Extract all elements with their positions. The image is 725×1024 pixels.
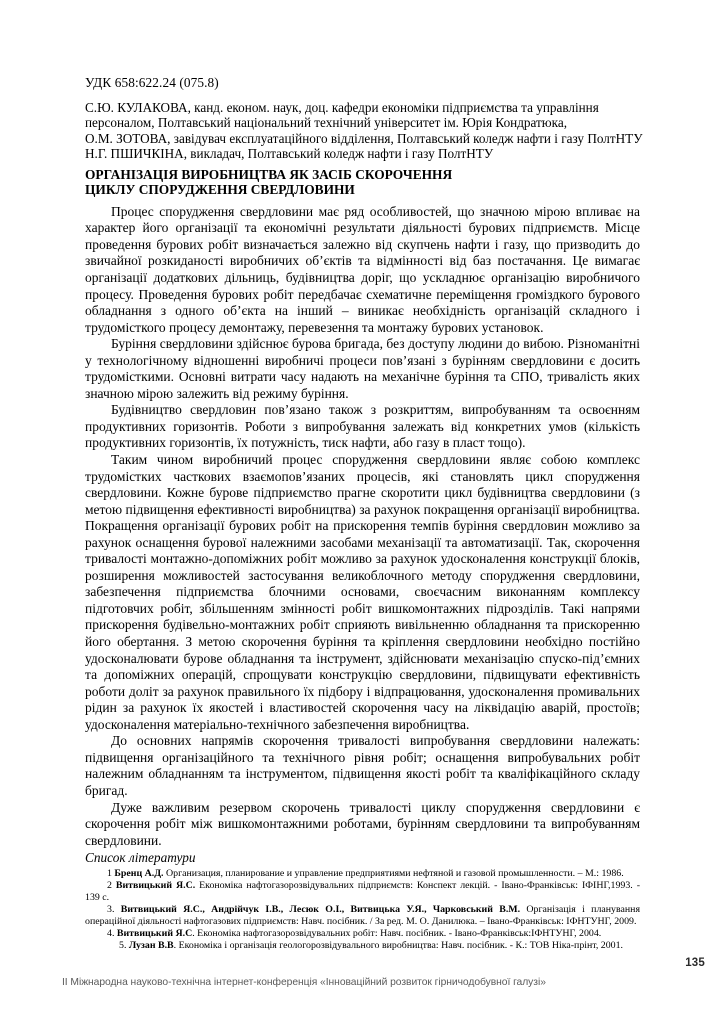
reference-author: Лузан В.В: [128, 940, 174, 952]
reference-item: [85, 868, 640, 880]
reference-author: Бренц А.Д.: [114, 867, 164, 879]
author-line-2: персоналом, Полтавський національний технічний університет ім. Юрія Кондратюка,: [85, 115, 568, 131]
body-paragraph: Процес спорудження свердловини має ряд особливостей, що значною мірою впливає на характер його організації та економічні результати діяльності бурових підприємств. Місце проведення бурових робіт визначається залежно від скупчень нафти і газу, що призводить до звичайної розкиданості виробничих об’єктів та відмінності від баз постачання. Це вимагає організації додаткових дільниць, будівництва доріг, що ускладнює організацію виробничого процесу. Проведення бурових робіт передбачає схематичне переміщення громіздкого бурового обладнання з одного об’єкта на інший – виникає необхідність організацій складного і трудомісткого процесу демонтажу, перевезення та монтажу бурових установок.: [85, 203, 640, 335]
reference-number: 2: [107, 879, 112, 891]
reference-text: Организация, планирование и управление предприятиями нефтяной и газовой промышленности. – М.: 1986.: [163, 867, 624, 879]
body-paragraph: Будівництво свердловин пов’язано також з розкриттям, випробуванням та освоєнням продуктивних горизонтів. Роботи з випробування залежать від конкретних умов (кількість продуктивних горизонтів, їх потужність, тиск нафти, або газу в пласт тощо).: [85, 402, 640, 451]
body-paragraph: До основних напрямів скорочення тривалості випробування свердловини належать: підвищення організаційного та технічного рівня робіт; оснащення випробувальних робіт належним обладнанням та інструментом, підвищення якості робіт та кваліфікаційного складу бригад.: [85, 733, 640, 798]
author-line-3: О.М. ЗОТОВА, завідувач експлуатаційного відділення, Полтавський коледж нафти і газу ПолтНТУ: [85, 130, 643, 146]
reference-text: Організація і планування операційної діяльності нафтогазових підприємств: Навч. посібник. / За ред. М. О. Данилюка. – Івано-Франківськ: ІФНТУНГ, 2009.: [85, 903, 641, 928]
reference-author: Витвицький Я.С.: [115, 879, 196, 891]
reference-number: 1: [107, 867, 112, 879]
reference-number: 5.: [119, 940, 127, 952]
author-line-1: С.Ю. КУЛАКОВА, канд. економ. наук, доц. кафедри економіки підприємства та управління: [85, 100, 599, 115]
reference-item: [85, 904, 640, 928]
article-title: [85, 167, 640, 198]
reference-text: . Економіка і організація геологорозвідувального виробництва: Навч. посібник. - К.: ТОВ Ніка-прінт, 2001.: [173, 940, 624, 952]
body-paragraph: Буріння свердловини здійснює бурова бригада, без доступу людини до вибою. Різноманітні у технологічному відношенні виробничі процеси пов’язані з бурінням свердловини є досить трудомісткими. Основні витрати часу надають на механічне буріння та СПО, тривалість яких значною мірою залежить від режиму буріння.: [85, 336, 640, 401]
reference-text: . Економіка нафтогазорозвідувальних робіт: Навч. посібник. - Івано-Франківськ:ІФНТУНГ, 2004.: [192, 928, 602, 940]
reference-author: Витвицький Я.С: [116, 928, 193, 940]
body-paragraph: Дуже важливим резервом скорочень тривалості циклу спорудження свердловини є скорочення робіт між вишкомонтажними роботами, бурінням свердловини та випробуванням свердловини.: [85, 799, 640, 848]
reference-number: 3.: [107, 903, 115, 915]
article-title-line-1: ОРГАНІЗАЦІЯ ВИРОБНИЦТВА ЯК ЗАСІБ СКОРОЧЕННЯ: [85, 166, 453, 182]
udc-code: УДК 658:622.24 (075.8): [85, 75, 219, 90]
reference-number: 4.: [107, 928, 115, 940]
page-content: [85, 74, 643, 952]
reference-item: [85, 880, 640, 904]
author-line-4: Н.Г. ПШИЧКІНА, викладач, Полтавський коледж нафти і газу ПолтНТУ: [85, 146, 494, 162]
reference-text: Економіка нафтогазорозвідувальних підприємств: Конспект лекцій. - Івано-Франківськ: ІФІНГ,1993. - 139 с.: [85, 879, 640, 903]
article-title-line-2: ЦИКЛУ СПОРУДЖЕННЯ СВЕРДЛОВИНИ: [85, 182, 355, 198]
body-paragraph: Таким чином виробничий процес спорудження свердловини являє собою комплекс трудомістких часткових взаємопов’язаних процесів, які становлять цикл спорудження свердловини. Кожне бурове підприємство прагне скоротити цикл будівництва свердловини (з метою підвищення ефективності виробництва) за рахунок покращення організації виробництва. Покращення організації бурових робіт на прискорення темпів буріння свердловин можливо за рахунок оснащення бурової належними засобами механізації та автоматизації. Так, скорочення тривалості монтажно-допоміжних робіт можливо за рахунок удосконалення конструкції блоків, розширення можливостей застосування великоблочного методу спорудження свердловини, забезпечення підприємства блочними основами, своєчасним виконанням комплексу підготовчих робіт, збільшенням змінності робіт вишкомонтажних підрозділів. Такі напрями прискорення будівельно-монтажних робіт сприяють вивільненню обладнання та прискоренню його обертання. З метою скорочення буріння та кріплення свердловини необхідно постійно удосконалювати бурове обладнання та інструмент, здійснювати механізацію спуско-під’ємних та допоміжних операцій, спрощувати конструкцію свердловини, підвищувати ефективність роботи доліт за рахунок правильного їх підбору і відпрацювання, удосконалення промивальних рідин за рахунок їх якостей і властивостей скорочення часу на ліквідацію аварій, простоїв; удосконалення матеріально-технічного забезпечення виробництва.: [85, 452, 640, 732]
reference-author: Витвицький Я.С., Андрійчук І.В., Лесюк О.І., Витвицька У.Я., Чарковський В.М.: [120, 903, 521, 915]
reference-item: [85, 940, 640, 952]
page-number: 135: [685, 957, 705, 969]
reference-item: [85, 928, 640, 940]
author-block: [85, 100, 643, 162]
references-heading: Список літератури: [85, 850, 196, 866]
footer-conference-name: II Міжнародна науково-технічна інтернет-конференція «Інноваційний розвиток гірничодобувної галузі»: [62, 977, 546, 988]
